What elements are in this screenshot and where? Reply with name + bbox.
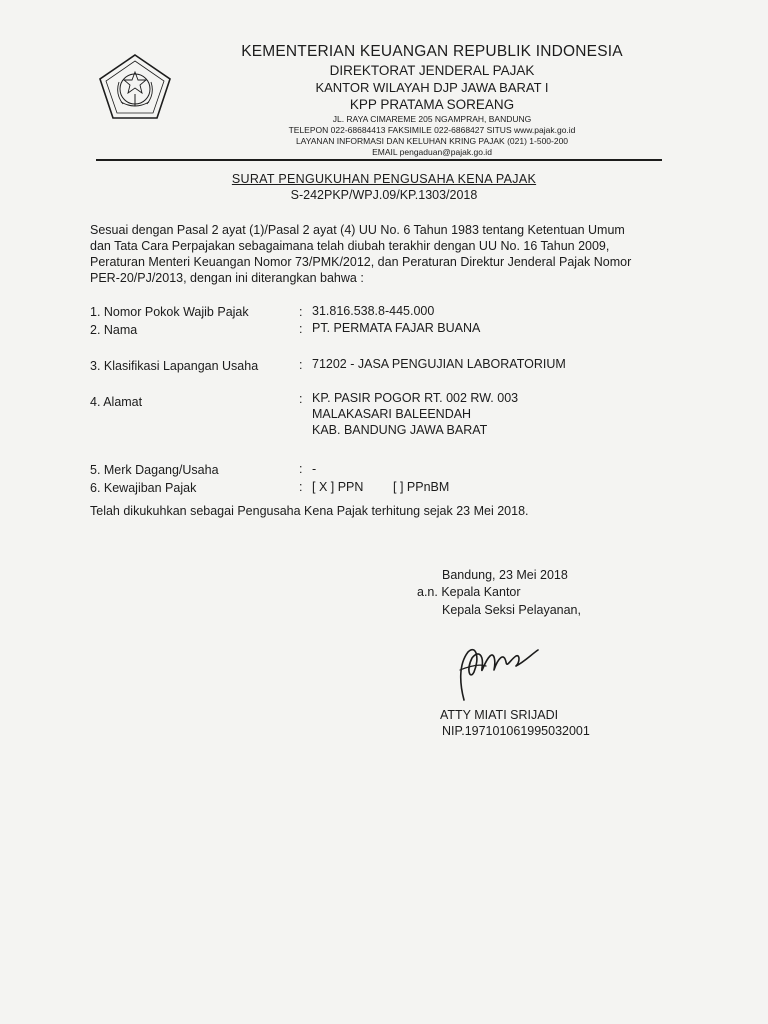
address-line: MALAKASARI BALEENDAH (312, 407, 472, 421)
trademark-label: 5. Merk Dagang/Usaha (90, 463, 219, 477)
ministry-name: KEMENTERIAN KEUANGAN REPUBLIK INDONESIA (241, 43, 623, 60)
on-behalf-of: a.n. Kepala Kantor (417, 585, 521, 599)
signer-name: ATTY MIATI SRIJADI (440, 708, 559, 722)
address-line: KAB. BANDUNG JAWA BARAT (312, 423, 488, 437)
colon: : (299, 358, 303, 372)
intro-line: Peraturan Menteri Keuangan Nomor 73/PMK/2012, dan Peraturan Direktur Jenderal Pajak Nomor (90, 255, 632, 269)
confirmation-statement: Telah dikukuhkan sebagai Pengusaha Kena Pajak terhitung sejak 23 Mei 2018. (90, 504, 529, 518)
colon: : (299, 480, 303, 494)
regional-office-name: KANTOR WILAYAH DJP JAWA BARAT I (315, 80, 549, 95)
obligation-label: 6. Kewajiban Pajak (90, 481, 197, 495)
address-label: 4. Alamat (90, 395, 143, 409)
colon: : (299, 392, 303, 406)
ministry-emblem-icon (97, 52, 173, 122)
directorate-name: DIREKTORAT JENDERAL PAJAK (329, 63, 535, 78)
ppn-checkbox: [ X ] PPN (312, 480, 364, 494)
colon: : (299, 322, 303, 336)
place-date: Bandung, 23 Mei 2018 (442, 568, 568, 582)
document-number: S-242PKP/WPJ.09/KP.1303/2018 (290, 188, 478, 202)
letterhead-divider (96, 159, 662, 161)
colon: : (299, 462, 303, 476)
document-title: SURAT PENGUKUHAN PENGUSAHA KENA PAJAK (231, 172, 537, 186)
intro-line: Sesuai dengan Pasal 2 ayat (1)/Pasal 2 ayat (4) UU No. 6 Tahun 1983 tentang Ketentuan Umum (90, 223, 625, 237)
name-label: 2. Nama (90, 323, 138, 337)
intro-line: PER-20/PJ/2013, dengan ini diterangkan bahwa : (90, 271, 364, 285)
npwp-value: 31.816.538.8-445.000 (312, 304, 435, 318)
handwritten-signature (450, 640, 545, 705)
office-contact: TELEPON 022-68684413 FAKSIMILE 022-6868427 SITUS www.pajak.go.id (288, 125, 576, 135)
signer-nip: NIP.197101061995032001 (442, 724, 590, 738)
office-address: JL. RAYA CIMAREME 205 NGAMPRAH, BANDUNG (332, 114, 532, 124)
tax-office-name: KPP PRATAMA SOREANG (349, 97, 515, 112)
classification-label: 3. Klasifikasi Lapangan Usaha (90, 359, 259, 373)
ppnbm-checkbox: [ ] PPnBM (393, 480, 450, 494)
intro-paragraph (90, 222, 665, 286)
npwp-label: 1. Nomor Pokok Wajib Pajak (90, 305, 249, 319)
signer-position: Kepala Seksi Pelayanan, (442, 603, 581, 617)
office-service-line: LAYANAN INFORMASI DAN KELUHAN KRING PAJAK (021) 1-500-200 (295, 136, 569, 146)
classification-value: 71202 - JASA PENGUJIAN LABORATORIUM (312, 357, 566, 371)
address-line: KP. PASIR POGOR RT. 002 RW. 003 (312, 391, 519, 405)
colon: : (299, 305, 303, 319)
office-email: EMAIL pengaduan@pajak.go.id (372, 147, 492, 157)
name-value: PT. PERMATA FAJAR BUANA (312, 321, 481, 335)
intro-line: dan Tata Cara Perpajakan sebagaimana telah diubah terakhir dengan UU No. 16 Tahun 2009, (90, 239, 610, 253)
trademark-value: - (312, 462, 317, 476)
